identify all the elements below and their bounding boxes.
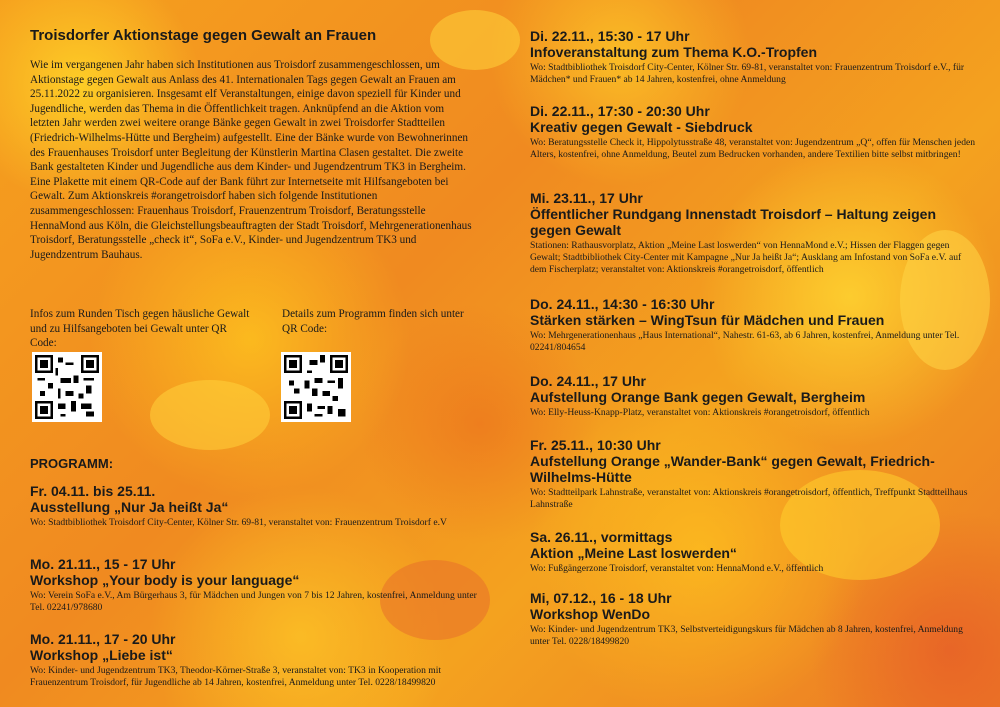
event-details: Wo: Kinder- und Jugendzentrum TK3, Selbstverteidigungskurs für Mädchen ab 8 Jahren, kostenfrei, Anmeldung unter Tel. 0228/18499820 <box>530 624 963 647</box>
qr-code-icon[interactable] <box>281 352 351 422</box>
program-event <box>30 483 480 529</box>
event-date: Fr. 04.11. bis 25.11. <box>30 483 156 499</box>
program-event <box>530 437 980 511</box>
event-title: Infoveranstaltung zum Thema K.O.-Tropfen <box>530 44 818 60</box>
event-title: Aktion „Meine Last loswerden“ <box>530 545 737 561</box>
program-event <box>530 296 980 354</box>
program-event <box>30 631 480 689</box>
qr-code-icon[interactable] <box>32 352 102 422</box>
event-title: Kreativ gegen Gewalt - Siebdruck <box>530 119 753 135</box>
event-title: Workshop „Liebe ist“ <box>30 647 173 663</box>
event-date: Mo. 21.11., 15 - 17 Uhr <box>30 556 176 572</box>
event-title: Stärken stärken – WingTsun für Mädchen und Frauen <box>530 312 885 328</box>
program-event <box>530 190 980 276</box>
program-event <box>530 529 980 575</box>
event-date: Sa. 26.11., vormittags <box>530 529 673 545</box>
event-details: Wo: Stadtteilpark Lahnstraße, veranstaltet von: Aktionskreis #orangetroisdorf, öffentlich, Treffpunkt Stadtteilhaus Lahnstraße <box>530 487 968 510</box>
event-date: Di. 22.11., 17:30 - 20:30 Uhr <box>530 103 710 119</box>
page-title: Troisdorfer Aktionstage gegen Gewalt an Frauen <box>30 27 377 44</box>
event-title: Ausstellung „Nur Ja heißt Ja“ <box>30 499 229 515</box>
program-event <box>30 556 480 614</box>
event-details: Wo: Stadtbibliothek Troisdorf City-Center, Kölner Str. 69-81, veranstaltet von: Frauenzentrum Troisdorf e.V., für Mädchen* und Frauen* ab 14 Jahren, kostenfrei, ohne Anmeldung <box>530 62 965 85</box>
event-details: Wo: Verein SoFa e.V., Am Bürgerhaus 3, für Mädchen und Jungen von 7 bis 12 Jahren, kostenfrei, Anmeldung unter Tel. 02241/978680 <box>30 590 477 613</box>
event-details: Wo: Beratungsstelle Check it, Hippolytusstraße 48, veranstaltet von: Jugendzentrum „Q“, offen für Menschen jeden Alters, kostenfrei, ohne Anmeldung, Beutel zum Bedrucken vorhanden, andere Textilien bitte selbst mitbringen! <box>530 137 976 160</box>
event-details: Wo: Mehrgenerationenhaus „Haus International“, Nahestr. 61-63, ab 6 Jahren, kostenfrei, Anmeldung unter Tel. 02241/804654 <box>530 330 960 353</box>
event-title: Aufstellung Orange „Wander-Bank“ gegen Gewalt, Friedrich-Wilhelms-Hütte <box>530 453 935 485</box>
event-title: Workshop „Your body is your language“ <box>30 572 300 588</box>
event-date: Mo. 21.11., 17 - 20 Uhr <box>30 631 176 647</box>
event-details: Stationen: Rathausvorplatz, Aktion „Meine Last loswerden“ von HennaMond e.V.; Hissen der Flaggen gegen Gewalt; Stadtbibliothek City-Center mit Kampagne „Nur Ja heißt Ja“; Ausklang am Infostand von SoFa e.V. auf dem Fischerplatz; veranstaltet von: Aktionskreis #orangetroisdorf, öffentlich <box>530 240 962 275</box>
event-title: Öffentlicher Rundgang Innenstadt Troisdorf – Haltung zeigen gegen Gewalt <box>530 206 937 238</box>
program-event <box>530 103 980 161</box>
event-details: Wo: Stadtbibliothek Troisdorf City-Center, Kölner Str. 69-81, veranstaltet von: Frauenzentrum Troisdorf e.V <box>30 517 447 528</box>
event-date: Mi, 07.12., 16 - 18 Uhr <box>530 590 672 606</box>
info-text-round-table: Infos zum Runden Tisch gegen häusliche Gewalt und zu Hilfsangeboten bei Gewalt unter QR Code: <box>30 308 250 350</box>
program-event <box>530 373 980 419</box>
program-event <box>530 28 980 86</box>
info-text-program-details: Details zum Programm finden sich unter QR Code: <box>282 308 464 335</box>
intro-paragraph: Wie im vergangenen Jahr haben sich Institutionen aus Troisdorf zusammengeschlossen, um Aktionstage gegen Gewalt aus Anlass des 41. Internationalen Tags gegen Gewalt an Frauen am 25.11.2022 zu organisieren. Insgesamt elf Veranstaltungen, einige davon speziell für Kinder und Jugendliche, werden das Thema in die Öffentlichkeit tragen. Anknüpfend an die Aktion vom letzten Jahr werden zwei weitere orange Bänke gegen Gewalt in zwei Troisdorfer Stadtteilen (Friedrich-Wilhelms-Hütte und Bergheim) aufgestellt. Eine der Bänke wurde von Bewohnerinnen des Frauenhauses Troisdorf unter Begleitung der Künstlerin Martina Clasen gestaltet. Die zweite Bank gestalteten Kinder und Jugendliche aus dem Kinder- und Jugendzentrum TK3 in Bergheim. Eine Plakette mit einem QR-Code auf der Bank führt zur Internetseite mit Hilfsangeboten bei Gewalt. Zum Aktionskreis #orangetroisdorf haben sich folgende Institutionen zusammengeschlossen: Frauenhaus Troisdorf, Frauenzentrum Troisdorf, Beratungsstelle HennaMond aus Köln, die Gleichstellungsbeauftragten der Stadt Troisdorf, Mehrgenerationenhaus Troisdorf, Beratungsstelle „check it“, SoFa e.V., Kinder- und Jugendzentrum TK3 und Jugendzentrum Bauhaus. <box>30 59 472 261</box>
program-heading: PROGRAMM: <box>30 456 114 471</box>
event-date: Fr. 25.11., 10:30 Uhr <box>530 437 661 453</box>
event-date: Mi. 23.11., 17 Uhr <box>530 190 643 206</box>
event-date: Do. 24.11., 14:30 - 16:30 Uhr <box>530 296 715 312</box>
program-event <box>530 590 980 648</box>
event-title: Aufstellung Orange Bank gegen Gewalt, Bergheim <box>530 389 866 405</box>
event-date: Di. 22.11., 15:30 - 17 Uhr <box>530 28 690 44</box>
decorative-splash <box>150 380 270 450</box>
event-date: Do. 24.11., 17 Uhr <box>530 373 646 389</box>
event-title: Workshop WenDo <box>530 606 651 622</box>
event-details: Wo: Elly-Heuss-Knapp-Platz, veranstaltet von: Aktionskreis #orangetroisdorf, öffentlich <box>530 407 870 418</box>
event-details: Wo: Kinder- und Jugendzentrum TK3, Theodor-Körner-Straße 3, veranstaltet von: TK3 in Kooperation mit Frauenzentrum Troisdorf, für Jugendliche ab 14 Jahren, kostenfrei, Anmeldung unter Tel. 0228/18499820 <box>30 665 442 688</box>
event-details: Wo: Fußgängerzone Troisdorf, veranstaltet von: HennaMond e.V., öffentlich <box>530 563 824 574</box>
